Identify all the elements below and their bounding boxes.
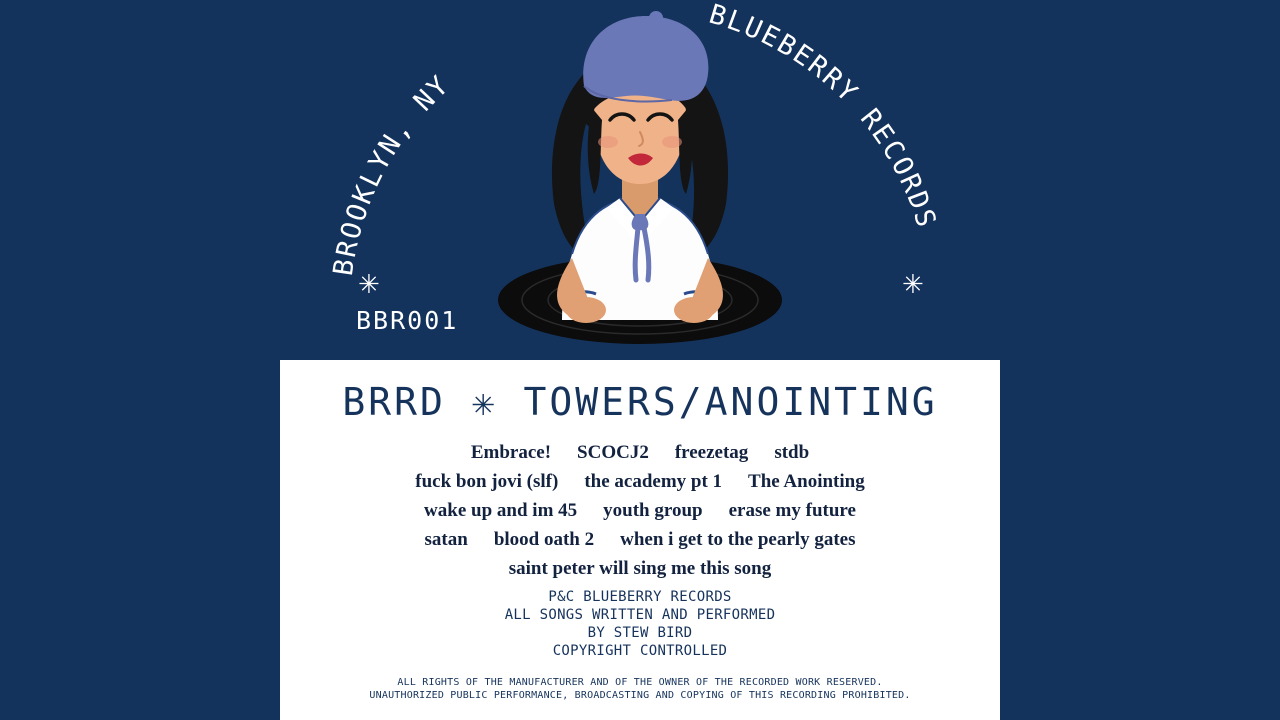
track-title: the academy pt 1 <box>584 471 723 492</box>
track-row <box>310 496 970 525</box>
track-title: fuck bon jovi (slf) <box>415 471 559 492</box>
track-row <box>310 525 970 554</box>
star-right-icon: ✳ <box>902 270 924 300</box>
track-row <box>310 467 970 496</box>
tracklist <box>310 438 970 583</box>
legal-line: ALL RIGHTS OF THE MANUFACTURER AND OF THE OWNER OF THE RECORDED WORK RESERVED. <box>397 677 883 688</box>
track-title: blood oath 2 <box>493 529 595 550</box>
cover-illustration <box>460 8 820 348</box>
left-hand <box>566 297 606 323</box>
release-title: BRRD ✳ TOWERS/ANOINTING <box>342 380 938 424</box>
arc-text-left <box>328 69 456 278</box>
track-title: wake up and im 45 <box>424 500 578 521</box>
track-title: saint peter will sing me this song <box>508 558 772 579</box>
track-row <box>310 438 970 467</box>
arc-left-label: BROOKLYN, NY <box>327 69 457 278</box>
right-hand <box>674 297 714 323</box>
beret <box>583 16 708 101</box>
star-left-icon: ✳ <box>358 270 380 300</box>
track-title: youth group <box>603 500 703 521</box>
track-title: Embrace! <box>470 442 552 463</box>
track-title: stdb <box>774 442 810 463</box>
album-cover <box>280 0 1000 720</box>
track-title: erase my future <box>728 500 856 521</box>
track-title: The Anointing <box>748 471 865 492</box>
track-title: SCOCJ2 <box>577 442 649 463</box>
arc-right-label: BLUEBERRY RECORDS <box>705 0 943 233</box>
credits-line: BY STEW BIRD <box>587 625 693 641</box>
track-title: when i get to the pearly gates <box>620 529 856 550</box>
track-title: satan <box>424 529 468 550</box>
track-title: freezetag <box>674 442 749 463</box>
album-cover-bottom <box>280 360 1000 720</box>
credits-line: ALL SONGS WRITTEN AND PERFORMED <box>504 607 776 623</box>
track-row <box>310 554 970 583</box>
credits-line: P&C BLUEBERRY RECORDS <box>548 589 732 605</box>
credits-block <box>280 588 1000 660</box>
legal-block <box>280 676 1000 702</box>
album-cover-top <box>280 0 1000 360</box>
legal-line: UNAUTHORIZED PUBLIC PERFORMANCE, BROADCASTING AND COPYING OF THIS RECORDING PROHIBITED. <box>369 690 911 701</box>
credits-line: COPYRIGHT CONTROLLED <box>552 643 728 659</box>
catalog-number: BBR001 <box>356 306 459 335</box>
